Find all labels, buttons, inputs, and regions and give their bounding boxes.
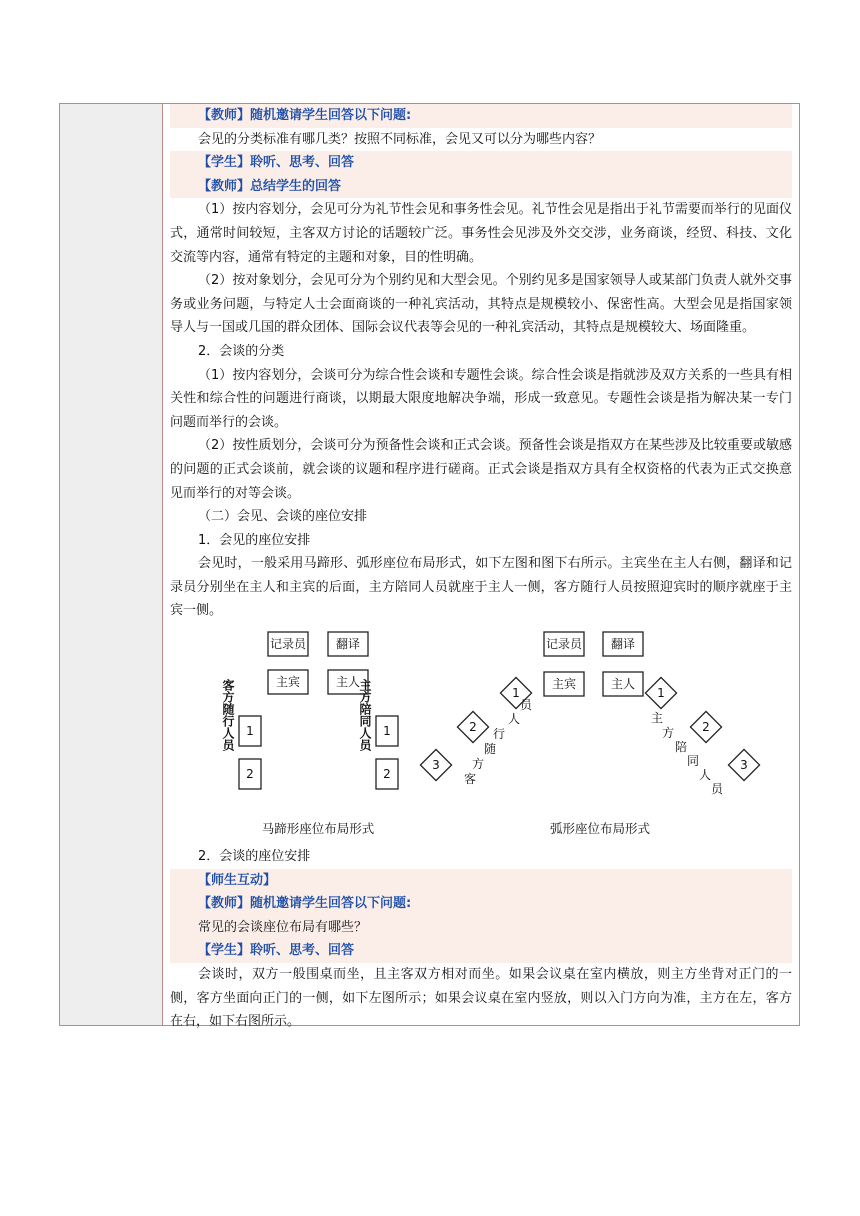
student-label-2: 【学生】聆听、思考、回答 — [170, 939, 792, 963]
question-text: 会见的分类标准有哪几类？按照不同标准，会见又可以分为哪些内容？ — [198, 131, 602, 147]
arc-host-side-char-1: 主 — [650, 711, 664, 726]
caption-arc: 弧形座位布局形式 — [549, 821, 651, 837]
arc-host-seat-1-number: 1 — [657, 686, 665, 701]
arc-host-seat-2-number: 2 — [702, 720, 710, 735]
arc-host-side-char-4: 同 — [686, 754, 700, 769]
teacher-question-label-2: 【教师】随机邀请学生回答以下问题: — [170, 892, 792, 916]
teacher-summary-label: 【教师】总结学生的回答 — [170, 175, 792, 199]
interaction-label: 【师生互动】 — [170, 869, 792, 893]
recorder-label: 记录员 — [269, 637, 307, 652]
guest-side-label: 客方随行人员 — [221, 679, 235, 752]
host-side-seat-1-number: 1 — [383, 724, 391, 739]
talk-class-paragraph-1: （1）按内容划分，会谈可分为综合性会谈和专题性会谈。综合性会谈是指就涉及双方关系的一些具有相关性和综合性的问题进行商谈，以期最大限度地解决争端，形成一致意见。专题性会谈是指为解决某一专门问题而举行的会谈。 — [170, 367, 792, 430]
student-label: 【学生】聆听、思考、回答 — [170, 151, 792, 175]
host-label: 主人 — [335, 675, 361, 690]
translator-label: 翻译 — [335, 637, 361, 652]
arc-guest-seat-1-number: 1 — [512, 686, 520, 701]
arc-guest-side-char-1: 客 — [463, 772, 477, 787]
arc-guest-side-char-6: 员 — [519, 698, 533, 713]
arc-translator-label: 翻译 — [610, 637, 636, 652]
meeting-class-paragraph-2: （2）按对象划分，会见可分为个别约见和大型会见。个别约见多是国家领导人或某部门负责人就外交事务或业务问题，与特定人士会面商谈的一种礼宾活动，其特点是规模较小、保密性高。大型会见是指国家领导人与一国或几国的群众团体、国际会议代表等会见的一种礼宾活动，其特点是规模较大、场面隆重。 — [170, 273, 792, 336]
arc-host-side-char-6: 员 — [710, 782, 724, 797]
arc-host-side-char-2: 方 — [661, 726, 675, 741]
arc-guest-label: 主宾 — [551, 677, 577, 692]
arc-host-seat-3-number: 3 — [740, 758, 748, 773]
meeting-seating-subheading: 1．会见的座位安排 — [198, 532, 311, 548]
seating-diagram-svg — [170, 623, 792, 845]
guest-side-seat-1-number: 1 — [246, 724, 254, 739]
host-side-seat-2-number: 2 — [383, 767, 391, 782]
talk-seating-paragraph: 会谈时，双方一般围桌而坐，且主客双方相对而坐。如果会议桌在室内横放，则主方坐背对正门的一侧，客方坐面向正门的一侧，如下左图所示；如果会议桌在室内竖放，则以入门方向为准，主方在左，客方在右，如下右图所示。 — [170, 967, 792, 1030]
talk-class-paragraph-2: （2）按性质划分，会谈可分为预备性会谈和正式会谈。预备性会谈是指双方在某些涉及比较重要或敏感的问题的正式会谈前，就会谈的议题和程序进行磋商。正式会谈是指双方具有全权资格的代表为正式交换意见而举行的对等会谈。 — [170, 438, 792, 501]
arc-guest-side-char-2: 方 — [471, 757, 485, 772]
table-label-column — [60, 104, 163, 1025]
guest-label: 主宾 — [275, 675, 301, 690]
seating-heading: （二）会见、会谈的座位安排 — [198, 509, 368, 525]
arc-host-side-char-3: 陪 — [674, 740, 688, 755]
arc-guest-seat-3-number: 3 — [432, 758, 440, 773]
arc-guest-side-char-3: 随 — [483, 742, 497, 757]
arc-host-label: 主人 — [610, 677, 636, 692]
meeting-seating-paragraph: 会见时，一般采用马蹄形、弧形座位布局形式，如下左图和图下右所示。主宾坐在主人右侧，翻译和记录员分别坐在主人和主宾的后面，主方陪同人员就座于主人一侧，客方随行人员按照迎宾时的顺序就座于主宾一侧。 — [170, 556, 792, 619]
arc-host-side-char-5: 人 — [698, 768, 712, 783]
talk-seating-heading: 2．会谈的座位安排 — [198, 849, 311, 865]
guest-side-seat-2-number: 2 — [246, 767, 254, 782]
host-side-label: 主方陪同人员 — [358, 679, 372, 752]
table-content-cell — [170, 104, 792, 1034]
talk-class-heading: 2．会谈的分类 — [198, 343, 285, 359]
arc-recorder-label: 记录员 — [545, 637, 583, 652]
question-text-2: 常见的会谈座位布局有哪些？ — [170, 916, 792, 940]
seating-diagram — [170, 623, 792, 845]
teacher-question-label: 【教师】随机邀请学生回答以下问题: — [170, 104, 792, 128]
arc-guest-side-char-4: 行 — [492, 727, 506, 742]
caption-horseshoe: 马蹄形座位布局形式 — [261, 821, 375, 837]
meeting-class-paragraph-1: （1）按内容划分，会见可分为礼节性会见和事务性会见。礼节性会见是指出于礼节需要而举行的见面仪式，通常时间较短，主客双方讨论的话题较广泛。事务性会见涉及外交交涉，业务商谈，经贸、科技、文化交流等内容，通常有特定的主题和对象，目的性明确。 — [170, 202, 792, 265]
arc-guest-seat-2-number: 2 — [469, 720, 477, 735]
arc-guest-side-char-5: 人 — [507, 712, 521, 727]
lesson-table — [59, 103, 800, 1030]
